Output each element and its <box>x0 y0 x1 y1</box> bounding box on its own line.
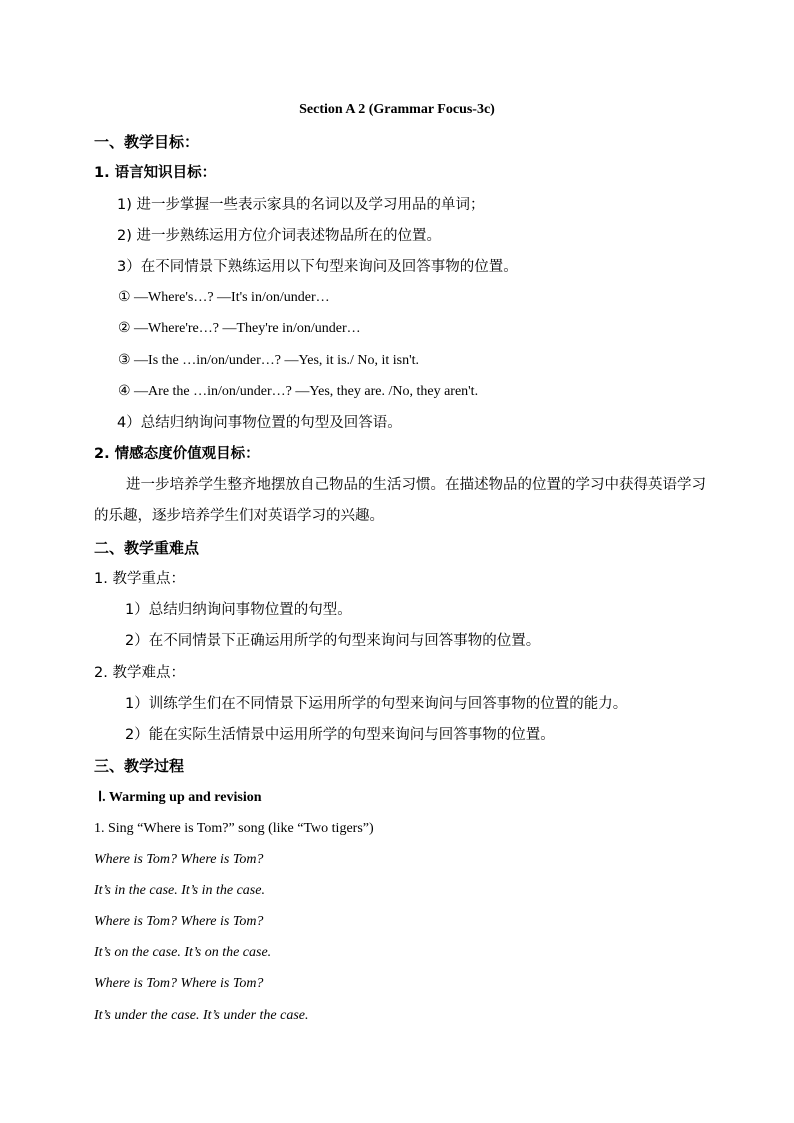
difficulty-item: 1）训练学生们在不同情景下运用所学的句型来询问与回答事物的位置的能力。 <box>125 696 628 712</box>
section-heading-key-points: 二、教学重难点 <box>94 539 200 557</box>
focus-item: 1）总结归纳询问事物位置的句型。 <box>125 602 352 618</box>
section-heading-objectives: 一、教学目标： <box>94 133 200 151</box>
sentence-pattern: ④ —Are the …in/on/under…? —Yes, they are. /No, they aren't. <box>118 384 479 399</box>
section-heading-process: 三、教学过程 <box>94 757 185 775</box>
song-lyric-line: Where is Tom? Where is Tom? <box>94 976 264 991</box>
subheading-knowledge: 1. 语言知识目标： <box>94 165 217 181</box>
sentence-pattern: ② —Where're…? —They're in/on/under… <box>118 321 361 336</box>
focus-item: 2）在不同情景下正确运用所学的句型来询问与回答事物的位置。 <box>125 633 541 649</box>
step-item-sing: 1. Sing “Where is Tom?” song (like “Two tigers”) <box>94 821 374 836</box>
song-lyric-line: Where is Tom? Where is Tom? <box>94 852 264 867</box>
knowledge-item: 2) 进一步熟练运用方位介词表述物品所在的位置。 <box>117 228 441 244</box>
subheading-difficulty: 2. 教学难点： <box>94 665 185 681</box>
subheading-emotion: 2. 情感态度价值观目标： <box>94 446 260 462</box>
subheading-focus: 1. 教学重点： <box>94 571 185 587</box>
song-lyric-line: It’s under the case. It’s under the case. <box>94 1008 309 1023</box>
knowledge-item: 3）在不同情景下熟练运用以下句型来询问及回答事物的位置。 <box>117 259 518 275</box>
step-heading-warming-up: Ⅰ. Warming up and revision <box>98 790 262 805</box>
sentence-pattern: ③ —Is the …in/on/under…? —Yes, it is./ No, it isn't. <box>118 353 420 368</box>
song-lyric-line: It’s in the case. It’s in the case. <box>94 883 265 898</box>
emotion-paragraph: 进一步培养学生整齐地摆放自己物品的生活习惯。在描述物品的位置的学习中获得英语学习的乐趣，逐步培养学生们对英语学习的兴趣。 <box>94 477 706 524</box>
knowledge-summary: 4）总结归纳询问事物位置的句型及回答语。 <box>117 415 402 431</box>
sentence-pattern: ① —Where's…? —It's in/on/under… <box>118 290 330 305</box>
difficulty-item: 2）能在实际生活情景中运用所学的句型来询问与回答事物的位置。 <box>125 727 555 743</box>
song-lyric-line: Where is Tom? Where is Tom? <box>94 914 264 929</box>
knowledge-item: 1) 进一步掌握一些表示家具的名词以及学习用品的单词； <box>117 197 485 213</box>
song-lyric-line: It’s on the case. It’s on the case. <box>94 945 272 960</box>
page-title: Section A 2 (Grammar Focus-3c) <box>299 102 495 117</box>
